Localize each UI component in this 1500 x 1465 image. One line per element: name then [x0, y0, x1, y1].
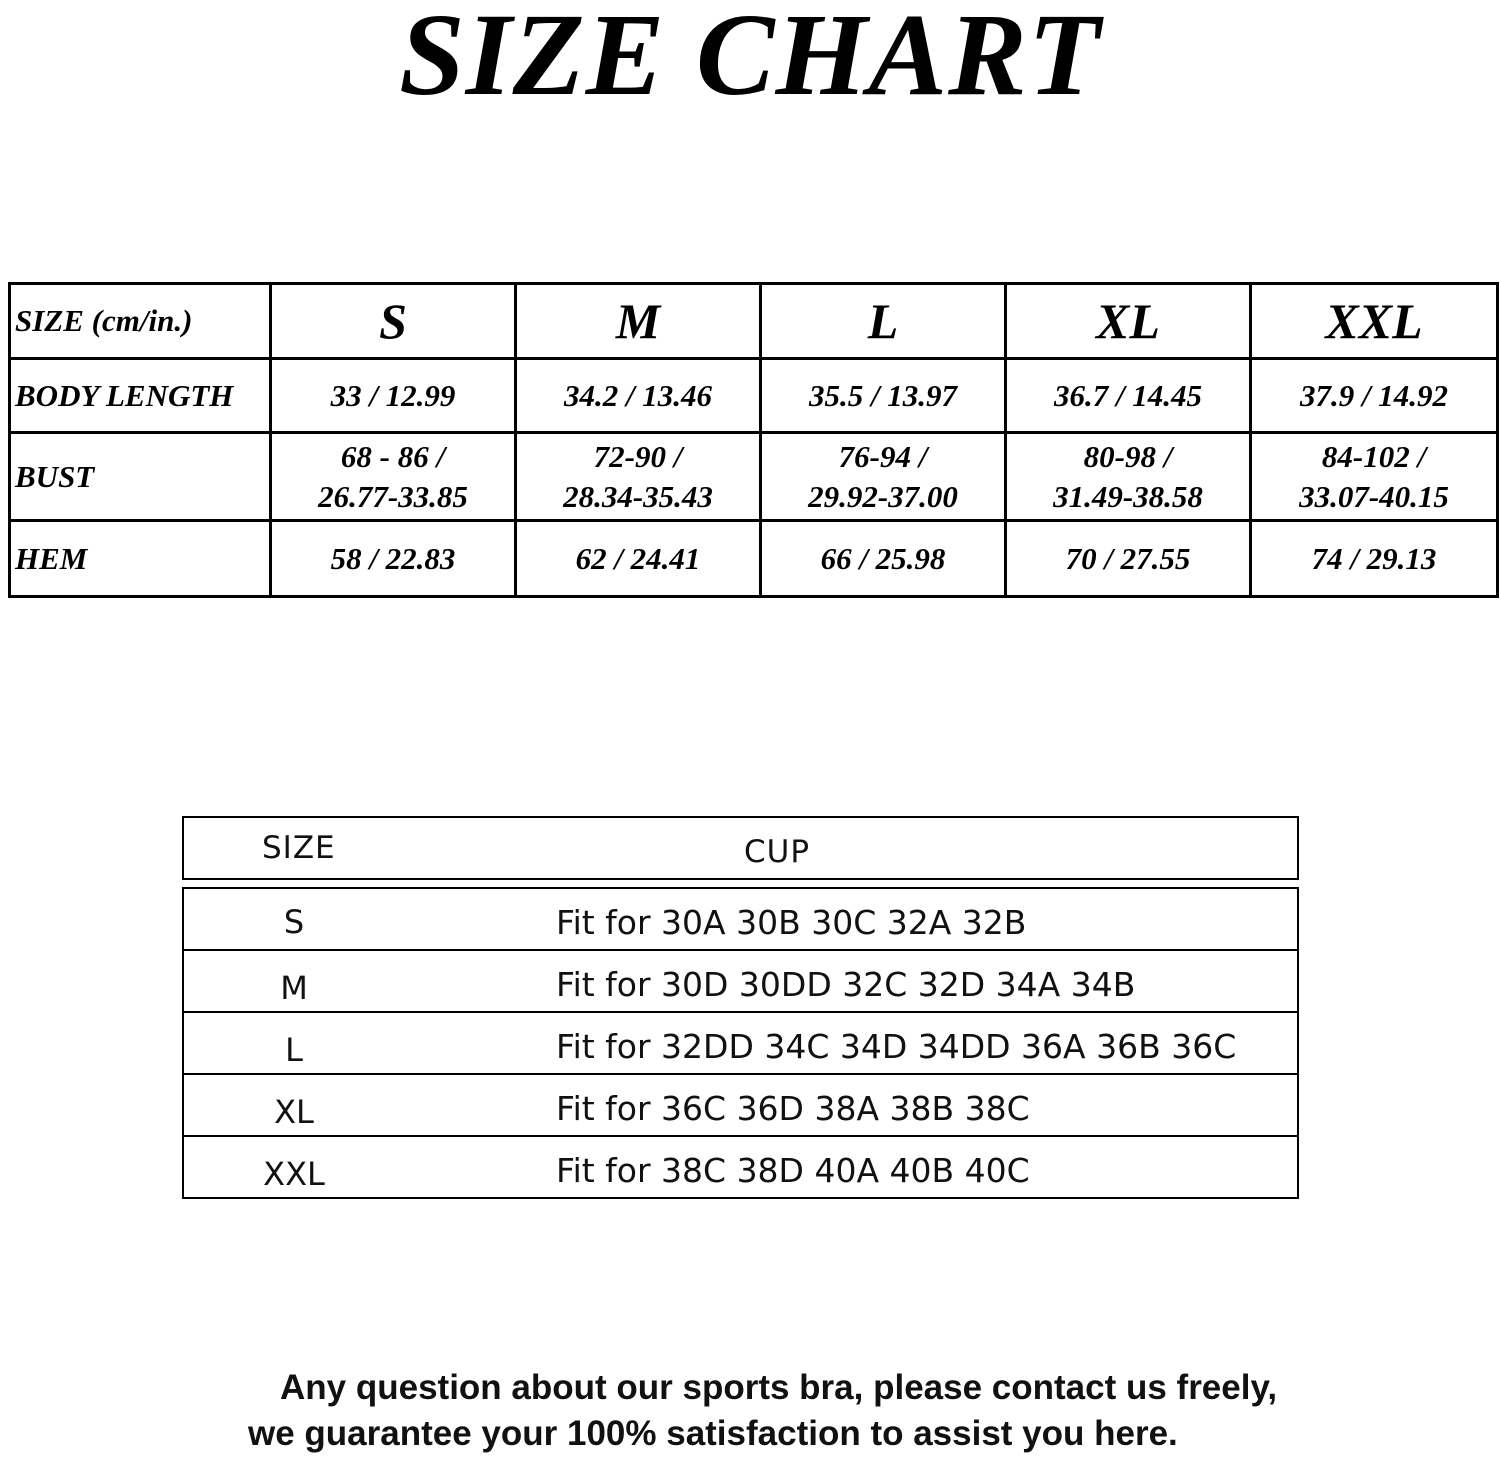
table-cell: 70 / 27.55 — [1006, 521, 1251, 597]
cup-header-size: SIZE — [262, 830, 336, 866]
table-cell: 33 / 12.99 — [271, 359, 516, 433]
table-cell: 58 / 22.83 — [271, 521, 516, 597]
table-header-row — [10, 284, 1498, 359]
table-row — [10, 433, 1498, 521]
list-item — [184, 1013, 1297, 1075]
list-item — [184, 1137, 1297, 1199]
cup-table-header — [182, 816, 1299, 880]
cell-line: 31.49-38.58 — [1053, 478, 1203, 514]
table-cell — [761, 433, 1006, 521]
cup-size: S — [283, 903, 305, 941]
corner-label: SIZE (cm/in.) — [10, 284, 271, 359]
cup-fit: Fit for 36C 36D 38A 38B 38C — [556, 1089, 1030, 1128]
cup-header-cup: CUP — [744, 834, 811, 870]
cell-line: 80-98 / — [1083, 438, 1173, 474]
table-cell: 74 / 29.13 — [1251, 521, 1498, 597]
table-cell: 35.5 / 13.97 — [761, 359, 1006, 433]
row-label-bust: BUST — [10, 433, 271, 521]
cup-size: M — [280, 969, 308, 1007]
table-cell — [271, 433, 516, 521]
table-cell — [1006, 433, 1251, 521]
size-header-l: L — [761, 284, 1006, 359]
measurement-table — [8, 282, 1499, 598]
table-row — [10, 521, 1498, 597]
table-cell — [516, 433, 761, 521]
size-header-s: S — [271, 284, 516, 359]
cell-line: 84-102 / — [1321, 438, 1427, 474]
list-item — [184, 1075, 1297, 1137]
cell-line: 72-90 / — [593, 438, 683, 474]
cell-line: 33.07-40.15 — [1299, 478, 1449, 514]
cup-size: XL — [274, 1093, 314, 1131]
table-row — [10, 359, 1498, 433]
page-title: SIZE CHART — [399, 0, 1101, 120]
cup-size: XXL — [263, 1155, 325, 1193]
table-cell: 34.2 / 13.46 — [516, 359, 761, 433]
cell-line: 28.34-35.43 — [563, 478, 713, 514]
cup-fit: Fit for 30A 30B 30C 32A 32B — [556, 903, 1027, 942]
cup-fit: Fit for 32DD 34C 34D 34DD 36A 36B 36C — [556, 1027, 1237, 1066]
cell-line: 76-94 / — [838, 438, 928, 474]
cell-line: 26.77-33.85 — [318, 478, 468, 514]
list-item — [184, 889, 1297, 951]
table-cell — [1251, 433, 1498, 521]
table-cell: 36.7 / 14.45 — [1006, 359, 1251, 433]
table-cell: 37.9 / 14.92 — [1251, 359, 1498, 433]
footer-note-line-1: Any question about our sports bra, please contact us freely, — [280, 1368, 1278, 1407]
cell-line: 68 - 86 / — [340, 438, 446, 474]
cup-table-body — [182, 887, 1299, 1199]
cell-line: 29.92-37.00 — [808, 478, 958, 514]
row-label-hem: HEM — [10, 521, 271, 597]
size-header-xl: XL — [1006, 284, 1251, 359]
list-item — [184, 951, 1297, 1013]
cup-size: L — [285, 1031, 303, 1069]
size-header-m: M — [516, 284, 761, 359]
size-header-xxl: XXL — [1251, 284, 1498, 359]
row-label-body-length: BODY LENGTH — [10, 359, 271, 433]
cup-fit: Fit for 30D 30DD 32C 32D 34A 34B — [556, 965, 1136, 1004]
table-cell: 62 / 24.41 — [516, 521, 761, 597]
footer-note-line-2: we guarantee your 100% satisfaction to assist you here. — [248, 1414, 1178, 1453]
cup-fit: Fit for 38C 38D 40A 40B 40C — [556, 1151, 1030, 1190]
table-cell: 66 / 25.98 — [761, 521, 1006, 597]
